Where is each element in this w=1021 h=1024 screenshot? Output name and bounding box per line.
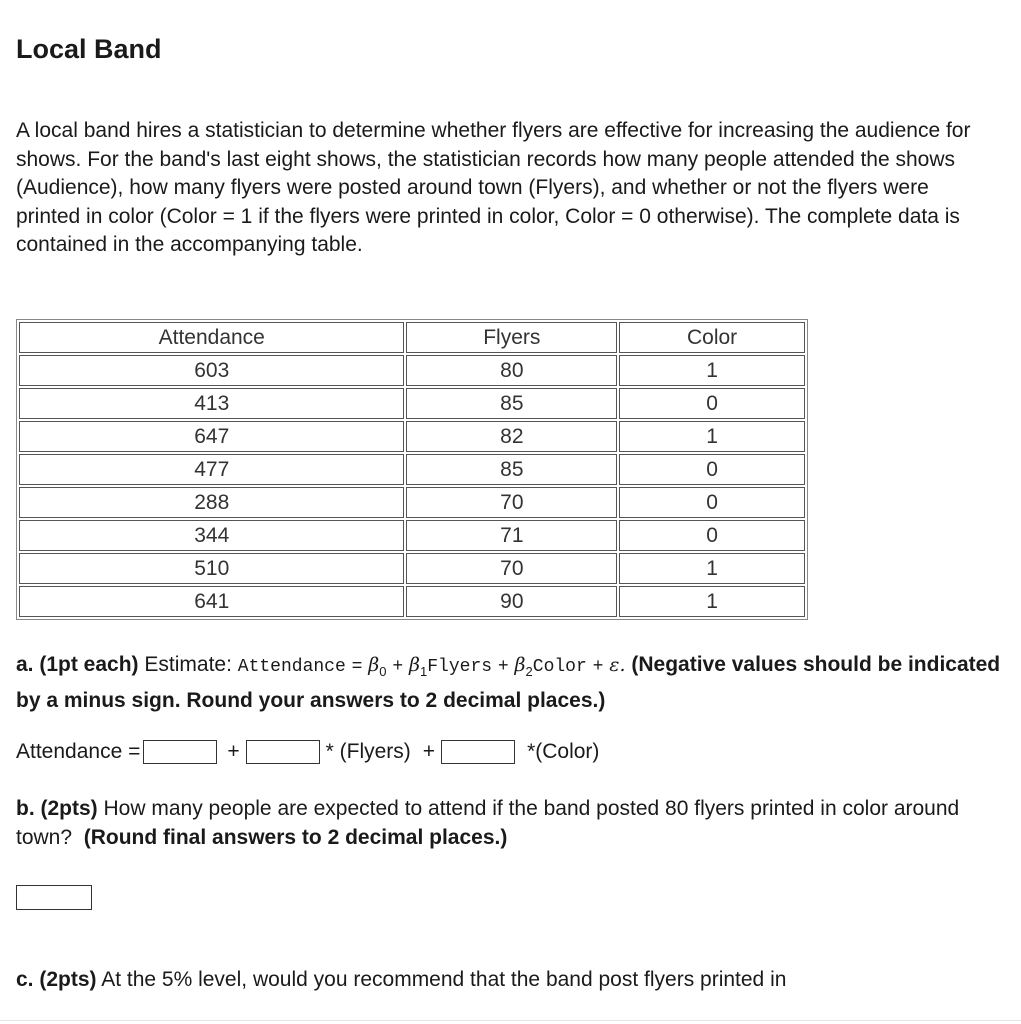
cell-attendance: 344 [19,520,404,551]
cell-color: 0 [619,388,805,419]
cell-color: 1 [619,355,805,386]
cell-attendance: 288 [19,487,404,518]
part-b-prompt [16,794,996,852]
model-plus-3: + [592,657,604,677]
equation-lhs: Attendance = [16,740,141,763]
model-plus-2: + [497,657,509,677]
header-color: Color [619,322,805,353]
problem-intro: A local band hires a statistician to determine whether flyers are effective for increasing the audience for shows. For the band's last eight shows, the statistician records how many people attended the shows (Audience), how many flyers were posted around town (Flyers), and whether or not the flyers were printed in color (Color = 1 if the flyers were printed in color, Color = 0 otherwise). The complete data is contained in the accompanying table. [16,119,971,257]
part-c-question: At the 5% level, would you recommend that the band post flyers printed in [101,968,787,991]
table-row [19,520,805,551]
cell-attendance: 641 [19,586,404,617]
header-flyers: Flyers [406,322,617,353]
equation-plus-2: + [422,740,436,763]
beta2-subscript: 2 [525,664,533,680]
page-title: Local Band [16,34,162,64]
model-flyers: Flyers [427,657,493,677]
cell-color: 1 [619,421,805,452]
part-b-instruction: (Round final answers to 2 decimal places.) [83,826,508,849]
model-plus-1: + [392,657,404,677]
part-b-question: How many people are expected to attend if the band posted 80 flyers printed in color around town? [16,797,960,849]
table-row [19,355,805,386]
equation-plus-1: + [227,740,240,763]
cell-flyers: 70 [406,553,617,584]
beta0-subscript: 0 [379,664,387,680]
cell-flyers: 90 [406,586,617,617]
beta1-subscript: 1 [420,664,428,680]
epsilon-symbol: ε. [609,654,626,676]
intercept-input[interactable] [143,740,217,764]
cell-flyers: 85 [406,388,617,419]
cell-attendance: 413 [19,388,404,419]
bottom-divider [0,1020,1021,1021]
color-coefficient-input[interactable] [441,740,515,764]
regression-equation [16,737,599,767]
part-a-prompt [16,650,1006,715]
cell-flyers: 82 [406,421,617,452]
expected-attendance-input[interactable] [16,885,92,910]
part-c-label: c. (2pts) [16,968,97,991]
flyers-term-label: * (Flyers) [325,740,411,763]
cell-color: 1 [619,553,805,584]
cell-flyers: 70 [406,487,617,518]
part-a-instruction: (Negative values should be indicated by a minus sign. Round your answers to 2 decimal places.) [16,653,1001,713]
cell-attendance: 510 [19,553,404,584]
cell-flyers: 71 [406,520,617,551]
beta0-symbol: β [368,654,380,676]
cell-attendance: 647 [19,421,404,452]
cell-flyers: 85 [406,454,617,485]
flyers-coefficient-input[interactable] [246,740,320,764]
table-row [19,553,805,584]
cell-color: 0 [619,520,805,551]
part-b-label: b. (2pts) [16,797,98,820]
table-row [19,454,805,485]
header-attendance: Attendance [19,322,404,353]
beta2-symbol: β [514,654,526,676]
table-row [19,487,805,518]
cell-flyers: 80 [406,355,617,386]
beta1-symbol: β [409,654,420,676]
model-attendance: Attendance [237,657,346,677]
model-color: Color [532,657,587,677]
model-equals: = [351,657,363,677]
part-c-prompt [16,965,1006,994]
table-row [19,388,805,419]
color-term-label: *(Color) [527,740,600,763]
cell-color: 0 [619,454,805,485]
table-row [19,421,805,452]
cell-color: 0 [619,487,805,518]
cell-attendance: 603 [19,355,404,386]
table-row [19,586,805,617]
cell-color: 1 [619,586,805,617]
part-a-lead: Estimate: [144,653,232,676]
cell-attendance: 477 [19,454,404,485]
part-a-label: a. (1pt each) [16,653,139,676]
data-table [16,319,808,620]
table-header-row [19,322,805,353]
